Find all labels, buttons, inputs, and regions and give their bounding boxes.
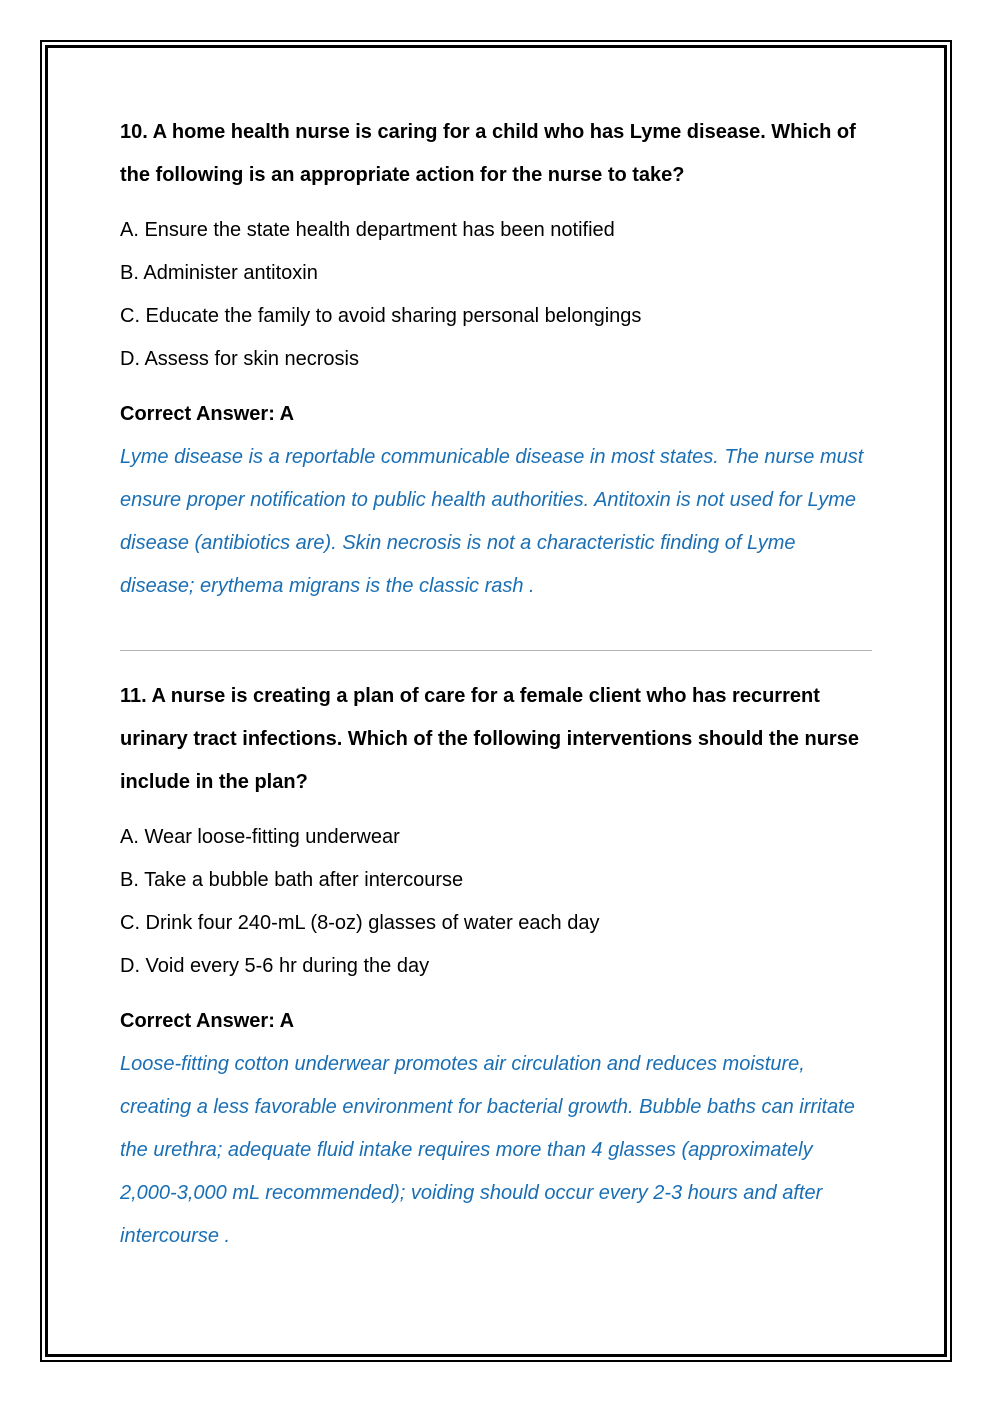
option-d: D. Void every 5-6 hr during the day	[120, 955, 430, 977]
answer-options	[120, 816, 872, 988]
question-block-10	[120, 111, 872, 608]
option-b: B. Take a bubble bath after intercourse	[120, 869, 464, 891]
option-a: A. Ensure the state health department has been notified	[120, 219, 615, 241]
question-text: 11. A nurse is creating a plan of care for a female client who has recurrent urinary tract infections. Which of the following interventions should the nurse include in the plan?	[120, 685, 859, 793]
correct-answer: Correct Answer: A	[120, 1010, 295, 1032]
answer-options	[120, 209, 872, 381]
rationale-text: Loose-fitting cotton underwear promotes air circulation and reduces moisture, creating a less favorable environment for bacterial growth. Bubble baths can irritate the urethra; adequate fluid intake requires more than 4 glasses (approximately 2,000-3,000 mL recommended); voiding should occur every 2-3 hours and after intercourse .	[120, 1053, 855, 1247]
correct-answer: Correct Answer: A	[120, 403, 295, 425]
question-block-11	[120, 675, 872, 1258]
section-divider	[120, 650, 872, 651]
option-a: A. Wear loose-fitting underwear	[120, 826, 400, 848]
rationale-text: Lyme disease is a reportable communicable disease in most states. The nurse must ensure proper notification to public health authorities. Antitoxin is not used for Lyme disease (antibiotics are). Skin necrosis is not a characteristic finding of Lyme disease; erythema migrans is the classic rash .	[120, 446, 864, 597]
option-c: C. Educate the family to avoid sharing personal belongings	[120, 305, 642, 327]
option-b: B. Administer antitoxin	[120, 262, 318, 284]
question-text: 10. A home health nurse is caring for a child who has Lyme disease. Which of the following is an appropriate action for the nurse to take?	[120, 121, 856, 186]
option-c: C. Drink four 240-mL (8-oz) glasses of water each day	[120, 912, 600, 934]
option-d: D. Assess for skin necrosis	[120, 348, 359, 370]
page-content	[120, 111, 872, 1258]
